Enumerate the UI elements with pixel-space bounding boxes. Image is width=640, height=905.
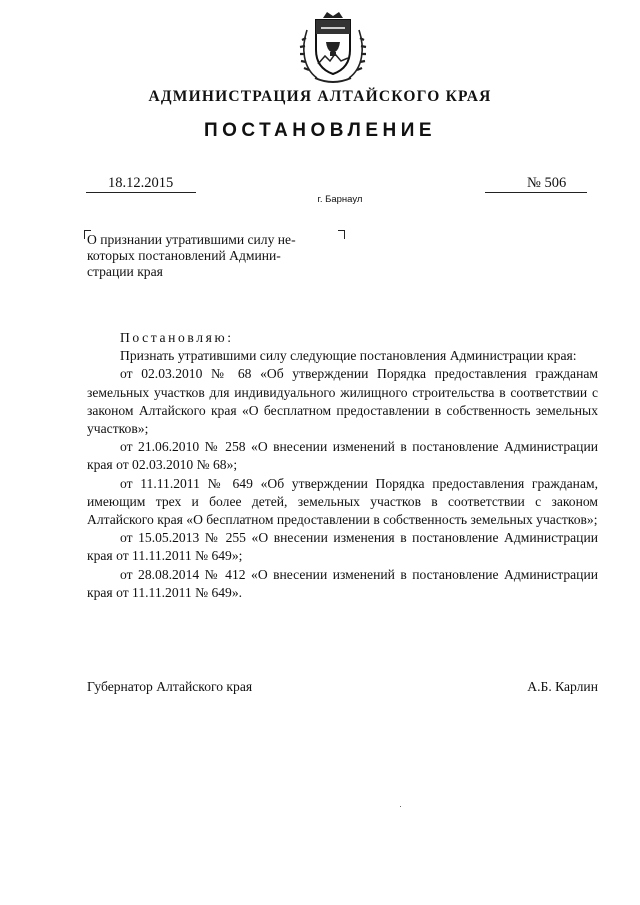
- organization-title: АДМИНИСТРАЦИЯ АЛТАЙСКОГО КРАЯ: [148, 88, 492, 105]
- document-number: № 506: [485, 175, 587, 193]
- body-paragraph: от 11.11.2011 № 649 «Об утверждении Порядка предоставления гражданам, имеющим трех и более детей, земельных участков в соответствии с законом Алтайского края «О бесплатном предоставлении в собственность земельных участков»;: [87, 475, 598, 528]
- subject-line: О признании утратившими силу не-: [87, 232, 296, 247]
- altai-coat-of-arms-icon: [297, 8, 369, 86]
- document-city: г. Барнаул: [317, 194, 363, 205]
- subject-line: которых постановлений Админи-: [87, 248, 281, 263]
- body-paragraph: от 21.06.2010 № 258 «О внесении изменений в постановление Администрации края от 02.03.2010 № 68»;: [87, 439, 598, 473]
- document-body: [87, 329, 598, 602]
- document-date: 18.12.2015: [86, 175, 196, 193]
- body-paragraph: Признать утратившими силу следующие постановления Администрации края:: [120, 348, 577, 364]
- resolve-heading: Постановляю:: [120, 330, 234, 345]
- scan-speck: [400, 806, 401, 807]
- document-type-title: ПОСТАНОВЛЕНИЕ: [203, 120, 437, 141]
- body-paragraph: от 02.03.2010 № 68 «Об утверждении Порядка предоставления гражданам земельных участков для индивидуального жилищного строительства в соответствии с законом Алтайского края «О бесплатном предоставлении в собственность земельных участков»;: [87, 366, 598, 437]
- subject-line: страции края: [87, 264, 163, 279]
- body-paragraph: от 28.08.2014 № 412 «О внесении изменений в постановление Администрации края от 11.11.2011 № 649».: [87, 566, 598, 600]
- signer-name: А.Б. Карлин: [527, 679, 598, 694]
- body-paragraph: от 15.05.2013 № 255 «О внесении изменения в постановление Администрации края от 11.11.2011 № 649»;: [87, 530, 598, 564]
- signer-position: Губернатор Алтайского края: [87, 679, 253, 694]
- document-subject: [87, 232, 343, 280]
